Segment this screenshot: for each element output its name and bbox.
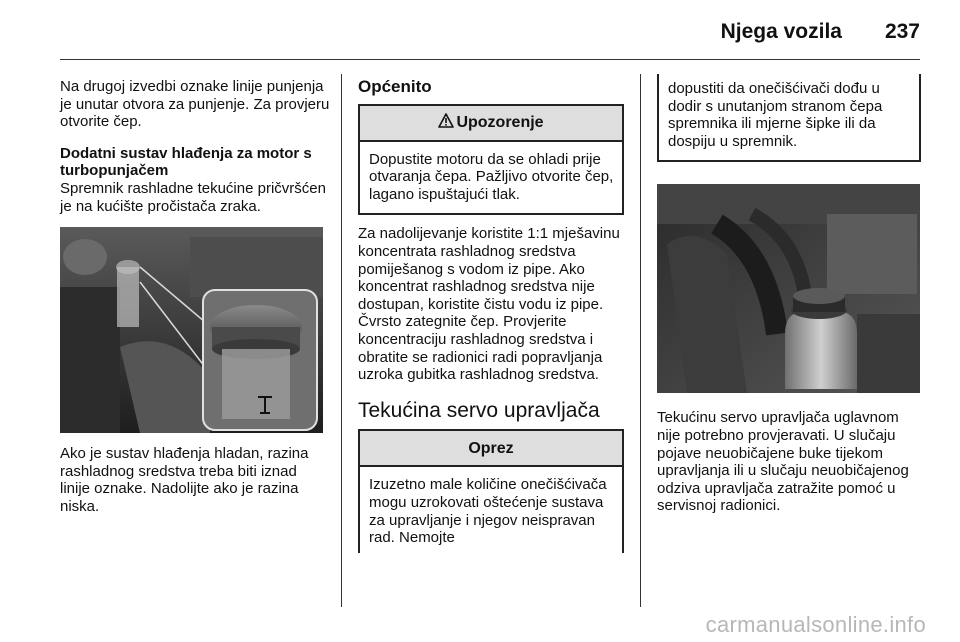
column-2: [358, 78, 624, 553]
column-divider-2: [640, 74, 641, 607]
caution-box-header: [360, 431, 622, 467]
warning-text: Dopustite motoru da se ohladi prije otvaranja čepa. Pažljivo otvorite čep, lagano ispuštajući tlak.: [369, 150, 614, 203]
paragraph-refill-instructions: Za nadolijevanje koristite 1:1 mješavinu koncentrata rashladnog sredstva pomiješanog s vodom iz pipe. Ako koncentrat rashladnog sredstva nije dostupan, koristite čistu vodu iz pipe. Čvrsto zategnite čep. Provjerite koncentraciju rashladnog sredstva i obratite se radionici radi popravljanja uzroka gubitka rashladnog sredstva.: [358, 225, 620, 384]
paragraph-reservoir: Spremnik rashladne tekućine pričvršćen je na kućište pročistača zraka.: [60, 179, 326, 215]
column-divider-1: [341, 74, 342, 607]
coolant-reservoir-photo: [60, 227, 323, 433]
section-title-general: Općenito: [358, 77, 432, 96]
caution-text: Izuzetno male količine onečišćivača mogu uzrokovati oštećenje sustava za upravljanje i njegov neispravan rad. Nemojte: [369, 476, 607, 547]
page-number: 237: [884, 20, 920, 43]
warning-box-header: [360, 106, 622, 142]
warning-box: [358, 104, 624, 216]
column-1: [60, 78, 330, 516]
paragraph-steering-fluid: Tekućinu servo upravljača uglavnom nije potrebno provjeravati. U slučaju pojave neuobičajene buke tijekom upravljanja ili u slučaju neuobičajenog odziva upravljača zatražite pomoć u servisnoj radionici.: [657, 409, 909, 515]
paragraph-coolant-level: Ako je sustav hlađenja hladan, razina rashladnog sredstva treba biti iznad linije oznake. Nadolijte ako je razina niska.: [60, 445, 309, 515]
section-title-power-steering: Tekućina servo upravljača: [358, 398, 600, 422]
caution-box-continued: [657, 74, 921, 162]
power-steering-reservoir-photo: [657, 184, 920, 393]
steering-reservoir-illustration: [657, 184, 920, 393]
column-3: [657, 74, 921, 515]
caution-box: [358, 429, 624, 552]
header-divider: [60, 59, 920, 60]
watermark: carmanualsonline.info: [705, 612, 926, 637]
warning-triangle-icon: [438, 113, 454, 133]
warning-title: Upozorenje: [456, 113, 544, 131]
caution-title: Oprez: [468, 439, 514, 457]
engine-bay-illustration: [60, 227, 323, 433]
subheading-turbo-cooling: Dodatni sustav hlađenja za motor s turbopunjačem: [60, 144, 312, 180]
running-header-title: Njega vozila: [720, 20, 842, 43]
caution-text-continued: dopustiti da onečišćivači dođu u dodir s unutanjom stranom čepa spremnika ili mjerne šipke ili da dospiju u spremnik.: [668, 80, 883, 150]
paragraph-fill-line: Na drugoj izvedbi oznake linije punjenja je unutar otvora za punjenje. Za provjeru otvorite čep.: [60, 78, 330, 131]
